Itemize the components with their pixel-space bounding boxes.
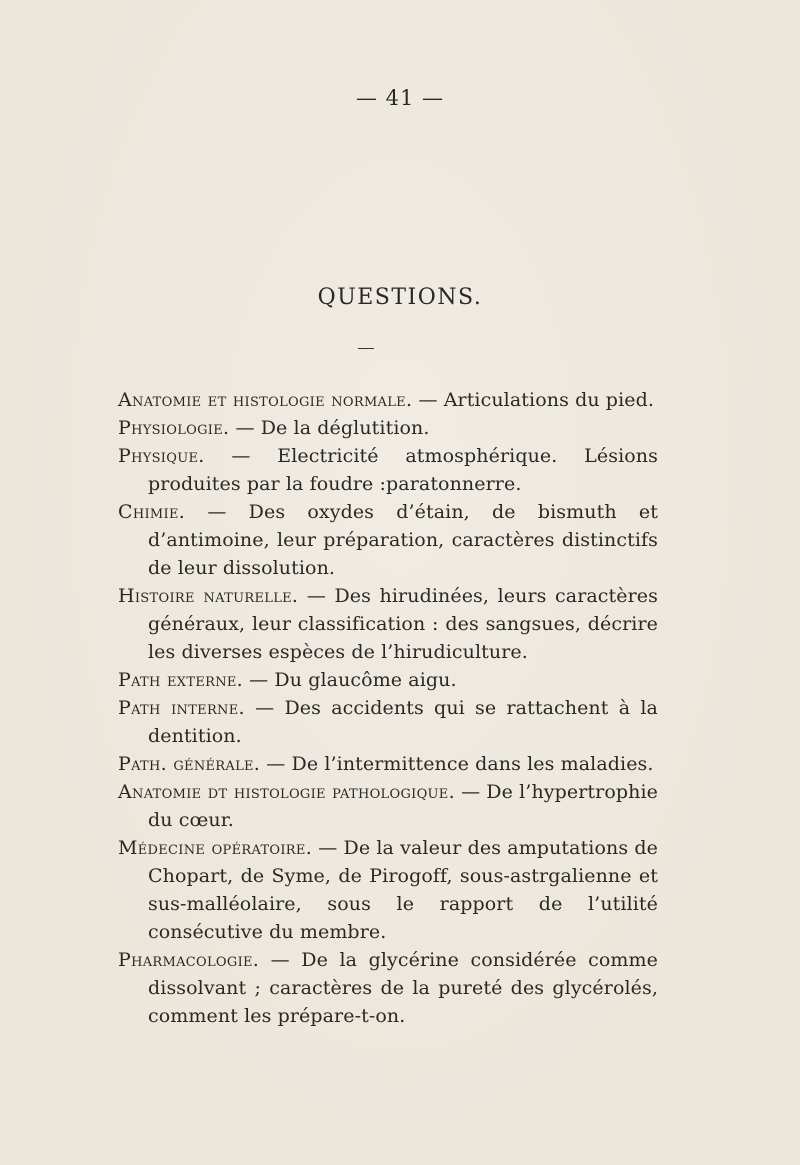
page-number: — 41 — [355, 86, 445, 110]
question-entry [118, 386, 658, 414]
question-list [118, 386, 658, 1030]
entry-text: — Electricité atmosphérique. Lésions produites par la foudre :paratonnerre. [148, 445, 658, 495]
heading-rule [358, 348, 374, 349]
question-entry [118, 582, 658, 666]
entry-subject: Anatomie et histologie normale. [118, 389, 413, 411]
entry-subject: Path. générale. [118, 753, 261, 775]
entry-subject: Histoire naturelle. [118, 585, 299, 607]
entry-text: — Des oxydes d’étain, de bismuth et d’antimoine, leur préparation, caractères distinctifs de leur dissolution. [148, 501, 658, 579]
question-entry [118, 778, 658, 834]
question-entry [118, 666, 658, 694]
entry-text: — De l’hypertrophie du cœur. [148, 781, 658, 831]
entry-text: — De la déglutition. [229, 417, 430, 439]
question-entry [118, 414, 658, 442]
entry-text: — De la valeur des amputations de Chopart, de Syme, de Pirogoff, sous-astrgalienne et sus-malléolaire, sous le rapport de l’utilité consécutive du membre. [148, 837, 659, 943]
entry-subject: Pharmacologie. [118, 949, 260, 971]
question-entry [118, 694, 658, 750]
question-entry [118, 498, 658, 582]
entry-text: — Des accidents qui se rattachent à la dentition. [148, 697, 658, 747]
question-entry [118, 442, 658, 498]
entry-subject: Path externe. [118, 669, 244, 691]
entry-subject: Path interne. [118, 697, 245, 719]
entry-text: — De l’intermittence dans les maladies. [260, 753, 654, 775]
question-entry [118, 750, 658, 778]
page-heading: QUESTIONS. [317, 285, 483, 310]
entry-subject: Chimie. [118, 501, 186, 523]
question-entry [118, 834, 658, 946]
entry-text: — Des hirudinées, leurs caractères généraux, leur classification : des sangsues, décrire les diverses espèces de l’hirudiculture. [148, 585, 659, 663]
entry-subject: Médecine opératoire. [118, 837, 313, 859]
entry-subject: Anatomie dt histologie pathologique. [118, 781, 455, 803]
entry-subject: Physiologie. [118, 417, 230, 439]
entry-subject: Physique. [118, 445, 205, 467]
entry-text: — Articulations du pied. [412, 389, 654, 411]
question-entry [118, 946, 658, 1030]
entry-text: — De la glycérine considérée comme dissolvant ; caractères de la pureté des glycérolés, comment les prépare-t-on. [148, 949, 658, 1027]
entry-text: — Du glaucôme aigu. [243, 669, 457, 691]
